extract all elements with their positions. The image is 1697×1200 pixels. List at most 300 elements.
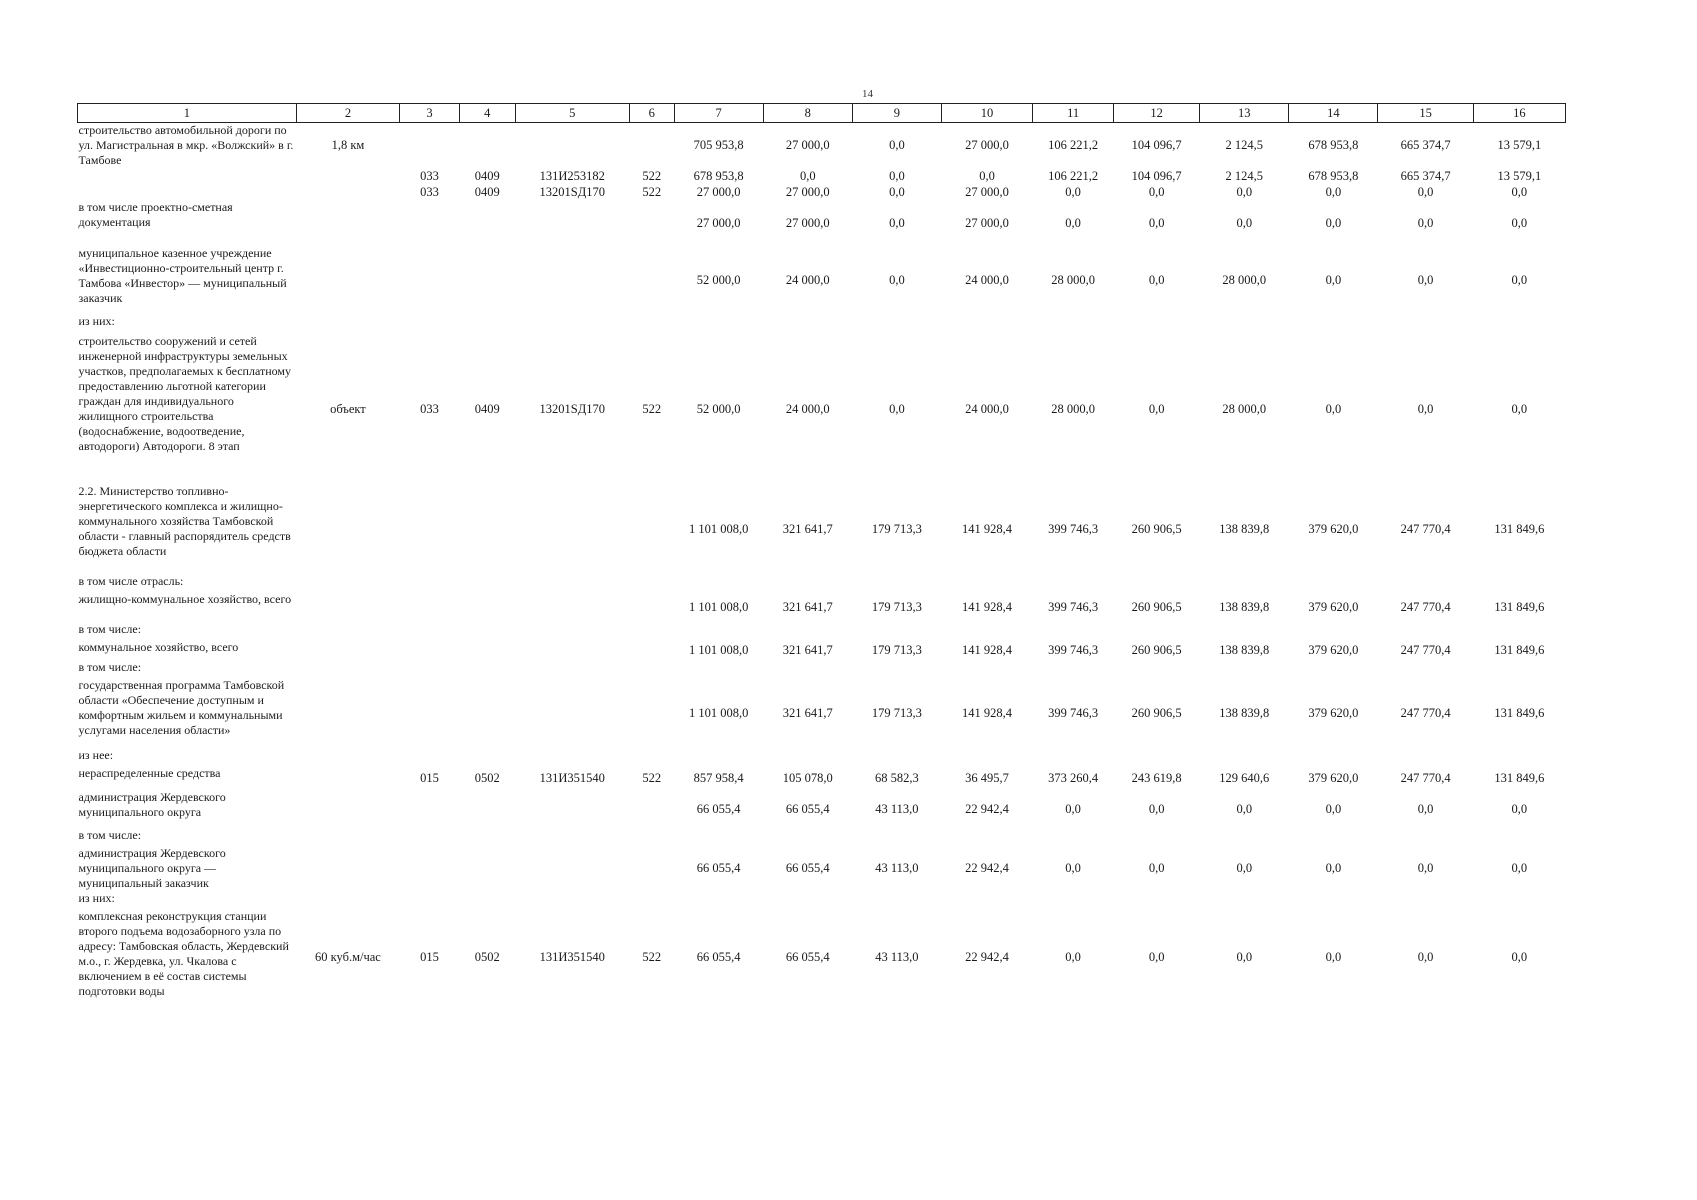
cell-col-3 bbox=[400, 622, 460, 640]
table-row bbox=[78, 660, 1566, 678]
row-label: жилищно-коммунальное хозяйство, всего bbox=[78, 592, 292, 606]
cell-col-8: 321 641,7 bbox=[782, 642, 833, 657]
cell-col-5 bbox=[515, 748, 629, 766]
cell-col-7: 66 055,4 bbox=[696, 861, 741, 875]
cell-col-13 bbox=[1200, 314, 1289, 334]
cell-col-11: 373 260,4 bbox=[1048, 770, 1099, 785]
cell-col-2 bbox=[296, 660, 399, 678]
cell-col-6 bbox=[630, 748, 675, 766]
cell-col-15: 247 770,4 bbox=[1400, 705, 1451, 720]
cell-col-6 bbox=[630, 640, 675, 660]
row-label: государственная программа Тамбовской области «Обеспечение доступным и комфортным жильем и коммунальными услугами населения области» bbox=[78, 678, 285, 737]
cell-col-7: 1 101 008,0 bbox=[688, 705, 749, 720]
cell-col-7: 27 000,0 bbox=[696, 215, 741, 230]
cell-col-3: 015 bbox=[420, 770, 439, 785]
table-row bbox=[78, 622, 1566, 640]
cell-col-9 bbox=[852, 748, 941, 766]
cell-col-11 bbox=[1033, 622, 1114, 640]
table-row bbox=[78, 846, 1566, 891]
table-row bbox=[78, 748, 1566, 766]
row-label: нераспределенные средства bbox=[78, 766, 221, 780]
cell-col-2 bbox=[296, 592, 399, 622]
cell-col-4 bbox=[459, 660, 515, 678]
cell-col-6 bbox=[630, 790, 675, 828]
cell-col-4 bbox=[459, 640, 515, 660]
cell-col-13: 0,0 bbox=[1236, 215, 1253, 230]
cell-col-13: 138 839,8 bbox=[1219, 599, 1270, 614]
cell-col-12: 260 906,5 bbox=[1131, 599, 1182, 614]
cell-col-9 bbox=[852, 622, 941, 640]
table-row bbox=[78, 909, 1566, 1005]
cell-col-3 bbox=[400, 640, 460, 660]
cell-col-15 bbox=[1378, 314, 1473, 334]
column-header-5: 5 bbox=[515, 104, 629, 123]
cell-col-9: 43 113,0 bbox=[875, 801, 919, 816]
cell-col-6 bbox=[630, 846, 675, 891]
cell-col-12: 243 619,8 bbox=[1131, 770, 1182, 785]
cell-col-2 bbox=[296, 891, 399, 909]
cell-col-9: 179 713,3 bbox=[871, 521, 922, 536]
cell-col-11: 0,0 bbox=[1065, 801, 1081, 816]
cell-col-2 bbox=[296, 640, 399, 660]
cell-col-11: 106 221,2 bbox=[1048, 138, 1099, 152]
cell-col-3: 033 bbox=[420, 184, 439, 199]
cell-col-11 bbox=[1033, 660, 1114, 678]
cell-col-8 bbox=[763, 622, 852, 640]
cell-col-16: 0,0 bbox=[1511, 949, 1528, 964]
cell-col-13: 0,0 bbox=[1236, 801, 1253, 816]
cell-col-4 bbox=[459, 123, 515, 169]
cell-col-13: 0,0 bbox=[1236, 861, 1253, 875]
cell-col-15: 0,0 bbox=[1417, 272, 1434, 287]
cell-col-12 bbox=[1114, 622, 1200, 640]
cell-col-9 bbox=[852, 574, 941, 592]
cell-col-8: 0,0 bbox=[799, 168, 816, 183]
cell-col-7: 1 101 008,0 bbox=[688, 521, 749, 536]
cell-col-5 bbox=[515, 660, 629, 678]
cell-col-15 bbox=[1378, 622, 1473, 640]
cell-col-12: 0,0 bbox=[1148, 272, 1165, 287]
cell-col-4 bbox=[459, 246, 515, 314]
cell-col-10 bbox=[941, 574, 1032, 592]
cell-col-2 bbox=[296, 846, 399, 891]
cell-col-2 bbox=[296, 484, 399, 574]
row-label bbox=[78, 184, 297, 200]
cell-col-10 bbox=[941, 748, 1032, 766]
cell-col-4 bbox=[459, 846, 515, 891]
cell-col-3 bbox=[400, 846, 460, 891]
cell-col-4 bbox=[459, 622, 515, 640]
column-header-10: 10 bbox=[941, 104, 1032, 123]
cell-col-8: 24 000,0 bbox=[785, 272, 830, 287]
cell-col-13 bbox=[1200, 891, 1289, 909]
cell-col-9: 43 113,0 bbox=[875, 949, 919, 964]
cell-col-15: 247 770,4 bbox=[1400, 642, 1451, 657]
cell-col-14: 678 953,8 bbox=[1308, 168, 1359, 183]
cell-col-12 bbox=[1114, 828, 1200, 846]
cell-col-8: 321 641,7 bbox=[782, 521, 833, 536]
cell-col-7: 1 101 008,0 bbox=[688, 642, 749, 657]
cell-col-14: 379 620,0 bbox=[1308, 770, 1359, 785]
cell-col-3: 015 bbox=[420, 949, 439, 964]
cell-col-10: 0,0 bbox=[979, 168, 995, 183]
cell-col-8 bbox=[763, 891, 852, 909]
cell-col-5 bbox=[515, 640, 629, 660]
cell-col-8: 321 641,7 bbox=[782, 705, 833, 720]
cell-col-6 bbox=[630, 678, 675, 748]
cell-col-10: 141 928,4 bbox=[962, 521, 1013, 536]
cell-col-4: 0502 bbox=[474, 949, 500, 964]
cell-col-8: 105 078,0 bbox=[782, 770, 833, 785]
cell-col-5 bbox=[515, 246, 629, 314]
table-row bbox=[78, 574, 1566, 592]
cell-col-4 bbox=[459, 891, 515, 909]
column-header-3: 3 bbox=[400, 104, 460, 123]
cell-col-12: 0,0 bbox=[1148, 861, 1165, 875]
page-number: 14 bbox=[862, 88, 873, 100]
cell-col-14 bbox=[1289, 748, 1378, 766]
cell-col-12: 104 096,7 bbox=[1131, 168, 1182, 183]
cell-col-13: 138 839,8 bbox=[1219, 521, 1270, 536]
row-label: строительство автомобильной дороги по ул. Магистральная в мкр. «Волжский» в г. Тамбове bbox=[78, 123, 294, 167]
cell-col-9: 179 713,3 bbox=[871, 642, 922, 657]
cell-col-6 bbox=[630, 592, 675, 622]
cell-col-8: 27 000,0 bbox=[785, 215, 830, 230]
cell-col-11 bbox=[1033, 748, 1114, 766]
row-label: в том числе проектно-сметная документация bbox=[78, 200, 233, 229]
cell-col-4: 0409 bbox=[474, 401, 500, 416]
column-header-14: 14 bbox=[1289, 104, 1378, 123]
cell-col-10 bbox=[941, 314, 1032, 334]
cell-col-4: 0409 bbox=[474, 168, 500, 183]
cell-col-3: 033 bbox=[420, 401, 439, 416]
cell-col-2 bbox=[296, 622, 399, 640]
cell-col-10: 24 000,0 bbox=[965, 401, 1009, 416]
cell-col-5 bbox=[515, 846, 629, 891]
cell-col-15: 0,0 bbox=[1417, 861, 1434, 875]
cell-col-11: 0,0 bbox=[1065, 949, 1081, 964]
cell-col-3 bbox=[400, 748, 460, 766]
cell-col-6 bbox=[630, 660, 675, 678]
cell-col-5: 131И351540 bbox=[539, 770, 605, 785]
cell-col-10 bbox=[941, 622, 1032, 640]
cell-col-12: 0,0 bbox=[1148, 801, 1165, 816]
cell-col-13: 138 839,8 bbox=[1219, 642, 1270, 657]
cell-col-16: 0,0 bbox=[1511, 801, 1528, 816]
row-label: муниципальное казенное учреждение «Инвестиционно-строительный центр г. Тамбова «Инвестор» — муниципальный заказчик bbox=[78, 246, 287, 305]
table-row bbox=[78, 246, 1566, 314]
cell-col-7: 678 953,8 bbox=[693, 168, 744, 183]
cell-col-7: 705 953,8 bbox=[693, 138, 744, 152]
table-row bbox=[78, 484, 1566, 574]
cell-col-11 bbox=[1033, 314, 1114, 334]
cell-col-12: 260 906,5 bbox=[1131, 521, 1182, 536]
cell-col-16: 13 579,1 bbox=[1497, 168, 1542, 183]
column-header-1: 1 bbox=[78, 104, 297, 123]
cell-col-16: 0,0 bbox=[1511, 184, 1528, 199]
cell-col-6 bbox=[630, 314, 675, 334]
header-row bbox=[78, 104, 1566, 123]
cell-col-16 bbox=[1473, 828, 1565, 846]
cell-col-3 bbox=[400, 484, 460, 574]
row-label: из них: bbox=[78, 891, 115, 905]
cell-col-6: 522 bbox=[642, 401, 662, 416]
cell-col-7 bbox=[674, 314, 763, 334]
cell-col-14: 379 620,0 bbox=[1308, 642, 1359, 657]
cell-col-6 bbox=[630, 622, 675, 640]
cell-col-14 bbox=[1289, 660, 1378, 678]
cell-col-14 bbox=[1289, 314, 1378, 334]
cell-col-9 bbox=[852, 891, 941, 909]
cell-col-2 bbox=[296, 766, 399, 790]
cell-col-7 bbox=[674, 622, 763, 640]
cell-col-9: 0,0 bbox=[889, 138, 905, 152]
cell-col-2: 1,8 км bbox=[331, 138, 365, 152]
cell-col-13 bbox=[1200, 574, 1289, 592]
cell-col-4 bbox=[459, 790, 515, 828]
cell-col-3 bbox=[400, 246, 460, 314]
cell-col-13 bbox=[1200, 748, 1289, 766]
cell-col-14: 0,0 bbox=[1325, 184, 1342, 199]
cell-col-15 bbox=[1378, 574, 1473, 592]
table-row bbox=[78, 678, 1566, 748]
row-label: комплексная реконструкция станции второго подъема водозаборного узла по адресу: Тамбовская область, Жердевский м.о., г. Жердевка, ул. Чкалова с включением в её состав системы подготовки воды bbox=[78, 909, 289, 998]
column-header-4: 4 bbox=[459, 104, 515, 123]
cell-col-3 bbox=[400, 123, 460, 169]
cell-col-16 bbox=[1473, 622, 1565, 640]
cell-col-9: 0,0 bbox=[889, 272, 905, 287]
cell-col-2 bbox=[296, 790, 399, 828]
cell-col-13: 2 124,5 bbox=[1225, 138, 1264, 152]
cell-col-2 bbox=[296, 314, 399, 334]
cell-col-6 bbox=[630, 200, 675, 246]
cell-col-11: 399 746,3 bbox=[1048, 705, 1099, 720]
cell-col-2 bbox=[296, 748, 399, 766]
cell-col-14 bbox=[1289, 828, 1378, 846]
cell-col-5 bbox=[515, 678, 629, 748]
cell-col-4 bbox=[459, 484, 515, 574]
cell-col-10: 24 000,0 bbox=[965, 272, 1009, 287]
cell-col-14: 0,0 bbox=[1325, 949, 1342, 964]
cell-col-13: 0,0 bbox=[1236, 949, 1253, 964]
cell-col-14: 0,0 bbox=[1325, 272, 1342, 287]
cell-col-8: 24 000,0 bbox=[785, 401, 830, 416]
column-header-15: 15 bbox=[1378, 104, 1473, 123]
cell-col-13: 129 640,6 bbox=[1219, 770, 1270, 785]
table-row bbox=[78, 640, 1566, 660]
cell-col-10: 27 000,0 bbox=[965, 215, 1009, 230]
column-header-12: 12 bbox=[1114, 104, 1200, 123]
row-label: строительство сооружений и сетей инженерной инфраструктуры земельных участков, предполагаемых к бесплатному предоставлению льготной категории граждан для индивидуального жилищного строительства (водоснабжение, водоотведение, автодороги) Автодороги. 8 этап bbox=[78, 334, 292, 453]
cell-col-6: 522 bbox=[642, 770, 662, 785]
cell-col-13: 2 124,5 bbox=[1225, 168, 1264, 183]
cell-col-5 bbox=[515, 200, 629, 246]
cell-col-13: 28 000,0 bbox=[1222, 401, 1267, 416]
table-row bbox=[78, 766, 1566, 790]
cell-col-8: 66 055,4 bbox=[785, 801, 830, 816]
cell-col-6 bbox=[630, 574, 675, 592]
cell-col-2: объект bbox=[330, 401, 366, 416]
cell-col-16: 0,0 bbox=[1511, 861, 1528, 875]
cell-col-8 bbox=[763, 660, 852, 678]
cell-col-5 bbox=[515, 574, 629, 592]
cell-col-7 bbox=[674, 660, 763, 678]
cell-col-3 bbox=[400, 574, 460, 592]
cell-col-11: 399 746,3 bbox=[1048, 521, 1099, 536]
cell-col-11: 28 000,0 bbox=[1051, 272, 1095, 287]
cell-col-8 bbox=[763, 748, 852, 766]
cell-col-7: 857 958,4 bbox=[693, 770, 744, 785]
cell-col-6: 522 bbox=[642, 949, 662, 964]
cell-col-3 bbox=[400, 790, 460, 828]
cell-col-5 bbox=[515, 828, 629, 846]
column-header-16: 16 bbox=[1473, 104, 1565, 123]
cell-col-15: 247 770,4 bbox=[1400, 770, 1451, 785]
cell-col-5 bbox=[515, 123, 629, 169]
cell-col-12 bbox=[1114, 574, 1200, 592]
cell-col-5 bbox=[515, 891, 629, 909]
cell-col-5 bbox=[515, 622, 629, 640]
row-label: коммунальное хозяйство, всего bbox=[78, 640, 239, 654]
cell-col-6 bbox=[630, 246, 675, 314]
cell-col-12 bbox=[1114, 891, 1200, 909]
cell-col-9 bbox=[852, 660, 941, 678]
cell-col-16: 0,0 bbox=[1511, 401, 1528, 416]
cell-col-15: 0,0 bbox=[1417, 401, 1434, 416]
cell-col-16: 0,0 bbox=[1511, 215, 1528, 230]
cell-col-11: 0,0 bbox=[1065, 861, 1081, 875]
row-label: администрация Жердевского муниципального округа — муниципальный заказчик bbox=[78, 846, 226, 890]
cell-col-3 bbox=[400, 828, 460, 846]
cell-col-3 bbox=[400, 592, 460, 622]
cell-col-5 bbox=[515, 790, 629, 828]
table-row bbox=[78, 314, 1566, 334]
cell-col-12 bbox=[1114, 660, 1200, 678]
cell-col-10 bbox=[941, 891, 1032, 909]
cell-col-9: 0,0 bbox=[889, 168, 905, 183]
cell-col-4 bbox=[459, 200, 515, 246]
cell-col-5 bbox=[515, 484, 629, 574]
column-header-2: 2 bbox=[296, 104, 399, 123]
cell-col-9: 179 713,3 bbox=[871, 599, 922, 614]
cell-col-11 bbox=[1033, 574, 1114, 592]
row-label: из нее: bbox=[78, 748, 114, 762]
cell-col-10: 22 942,4 bbox=[965, 861, 1009, 875]
cell-col-9: 68 582,3 bbox=[875, 770, 919, 785]
table-row bbox=[78, 200, 1566, 246]
cell-col-11: 0,0 bbox=[1065, 215, 1081, 230]
cell-col-8: 27 000,0 bbox=[785, 138, 830, 152]
cell-col-10: 36 495,7 bbox=[965, 770, 1009, 785]
table-row bbox=[78, 592, 1566, 622]
cell-col-2 bbox=[296, 184, 399, 200]
cell-col-14: 0,0 bbox=[1325, 801, 1342, 816]
cell-col-9: 0,0 bbox=[889, 184, 905, 199]
cell-col-6: 522 bbox=[642, 168, 662, 183]
cell-col-15 bbox=[1378, 748, 1473, 766]
cell-col-11: 28 000,0 bbox=[1051, 401, 1095, 416]
cell-col-6 bbox=[630, 891, 675, 909]
cell-col-4 bbox=[459, 592, 515, 622]
cell-col-14: 379 620,0 bbox=[1308, 705, 1359, 720]
cell-col-12: 0,0 bbox=[1148, 215, 1165, 230]
cell-col-8 bbox=[763, 314, 852, 334]
cell-col-2 bbox=[296, 200, 399, 246]
cell-col-2 bbox=[296, 168, 399, 184]
cell-col-16: 0,0 bbox=[1511, 272, 1528, 287]
cell-col-10 bbox=[941, 828, 1032, 846]
cell-col-15: 247 770,4 bbox=[1400, 599, 1451, 614]
column-header-13: 13 bbox=[1200, 104, 1289, 123]
cell-col-14 bbox=[1289, 891, 1378, 909]
cell-col-16: 13 579,1 bbox=[1497, 138, 1542, 152]
cell-col-10: 22 942,4 bbox=[965, 801, 1009, 816]
cell-col-7: 1 101 008,0 bbox=[688, 599, 749, 614]
cell-col-4 bbox=[459, 314, 515, 334]
cell-col-2 bbox=[296, 678, 399, 748]
cell-col-3 bbox=[400, 314, 460, 334]
table-row bbox=[78, 790, 1566, 828]
cell-col-11 bbox=[1033, 891, 1114, 909]
cell-col-15: 0,0 bbox=[1417, 801, 1434, 816]
cell-col-11: 106 221,2 bbox=[1048, 168, 1099, 183]
table-row bbox=[78, 334, 1566, 484]
column-header-11: 11 bbox=[1033, 104, 1114, 123]
cell-col-13 bbox=[1200, 660, 1289, 678]
table-row bbox=[78, 828, 1566, 846]
cell-col-7: 27 000,0 bbox=[696, 184, 741, 199]
cell-col-12: 104 096,7 bbox=[1131, 138, 1182, 152]
cell-col-5: 131И253182 bbox=[539, 168, 605, 183]
cell-col-16 bbox=[1473, 891, 1565, 909]
table-row bbox=[78, 123, 1566, 169]
cell-col-2 bbox=[296, 574, 399, 592]
cell-col-3 bbox=[400, 891, 460, 909]
cell-col-2 bbox=[296, 828, 399, 846]
column-header-6: 6 bbox=[630, 104, 675, 123]
cell-col-7 bbox=[674, 891, 763, 909]
cell-col-4: 0502 bbox=[474, 770, 500, 785]
column-header-8: 8 bbox=[763, 104, 852, 123]
row-label bbox=[78, 168, 297, 184]
cell-col-14 bbox=[1289, 574, 1378, 592]
cell-col-10: 22 942,4 bbox=[965, 949, 1009, 964]
cell-col-4 bbox=[459, 828, 515, 846]
cell-col-10: 27 000,0 bbox=[965, 184, 1009, 199]
cell-col-11: 399 746,3 bbox=[1048, 642, 1099, 657]
cell-col-3 bbox=[400, 660, 460, 678]
cell-col-12: 260 906,5 bbox=[1131, 642, 1182, 657]
cell-col-7 bbox=[674, 574, 763, 592]
cell-col-16 bbox=[1473, 748, 1565, 766]
cell-col-12: 0,0 bbox=[1148, 184, 1165, 199]
cell-col-10 bbox=[941, 660, 1032, 678]
cell-col-8: 321 641,7 bbox=[782, 599, 833, 614]
cell-col-7: 52 000,0 bbox=[696, 272, 741, 287]
cell-col-9 bbox=[852, 828, 941, 846]
cell-col-15: 665 374,7 bbox=[1400, 168, 1451, 183]
cell-col-14 bbox=[1289, 622, 1378, 640]
table-row bbox=[78, 891, 1566, 909]
table-body bbox=[78, 123, 1566, 1006]
cell-col-10: 141 928,4 bbox=[962, 599, 1013, 614]
table-row bbox=[78, 168, 1566, 184]
cell-col-7 bbox=[674, 828, 763, 846]
cell-col-8: 66 055,4 bbox=[785, 949, 830, 964]
cell-col-13: 138 839,8 bbox=[1219, 705, 1270, 720]
cell-col-7: 66 055,4 bbox=[696, 949, 741, 964]
cell-col-4 bbox=[459, 574, 515, 592]
